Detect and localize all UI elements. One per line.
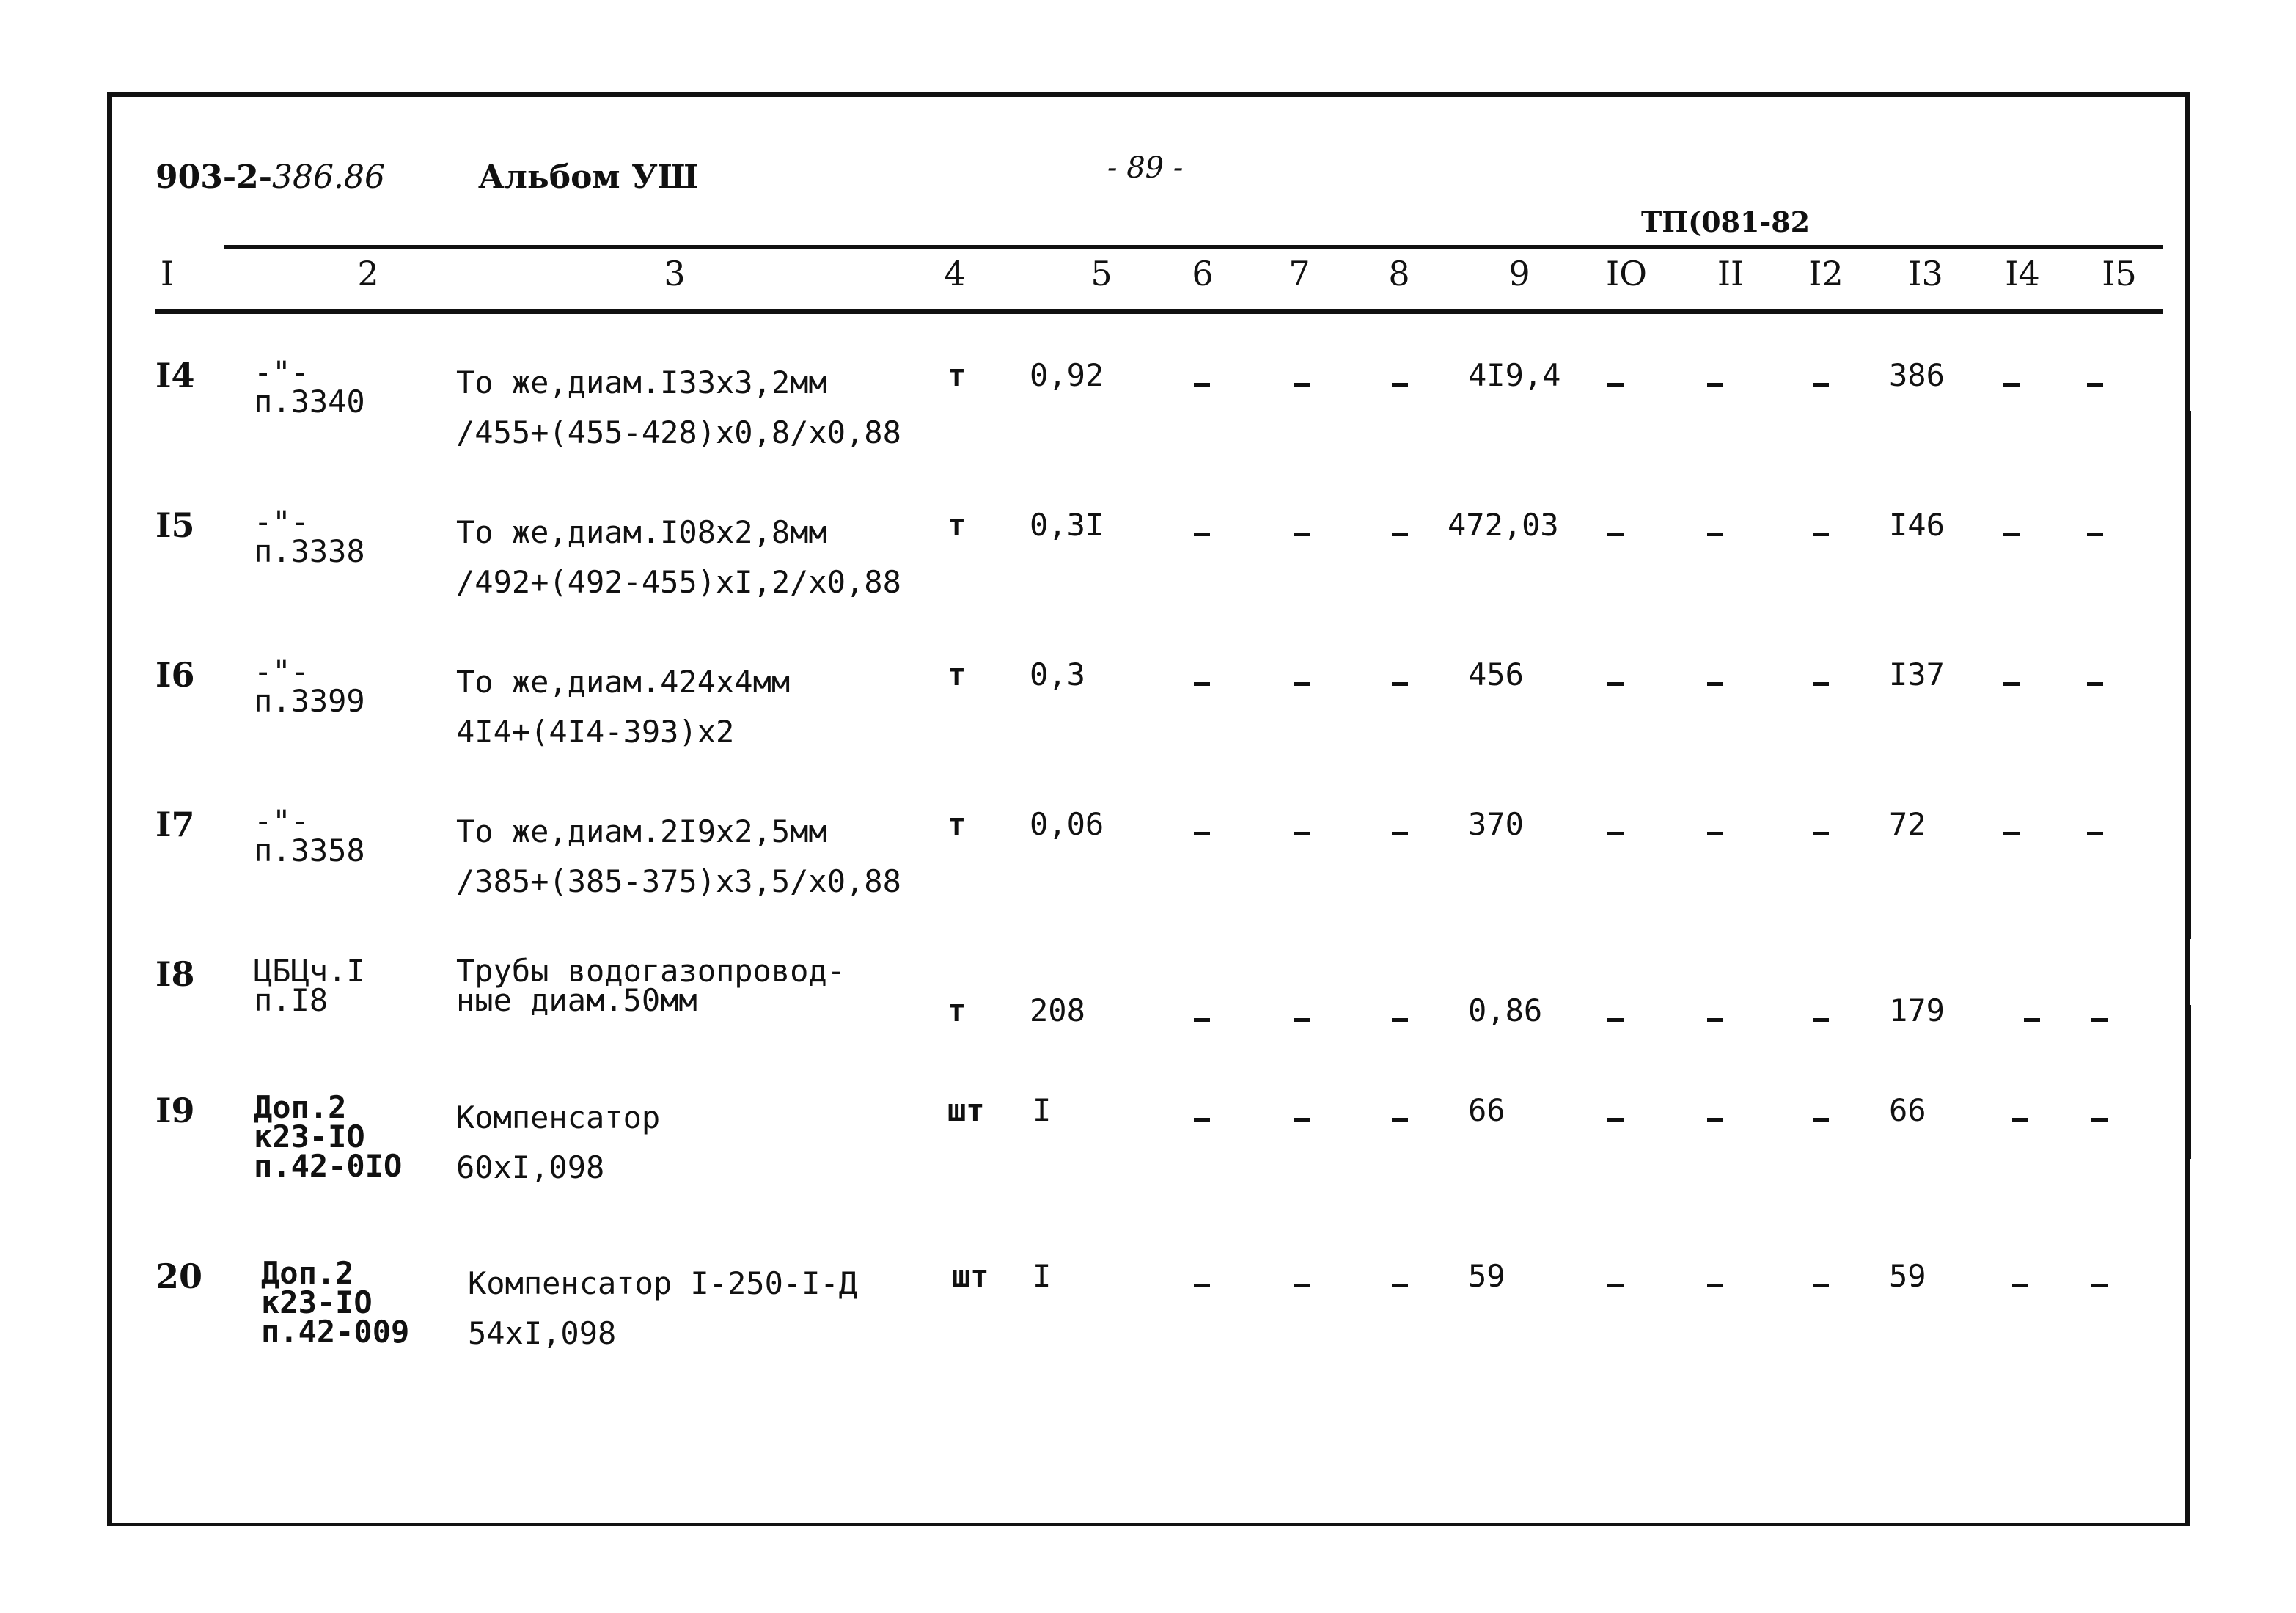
dash: [2024, 1018, 2040, 1022]
dash: [1707, 682, 1723, 686]
row-description: Компенсатор 60хI,098: [456, 1100, 661, 1185]
dash: [1607, 682, 1624, 686]
dash: [1194, 383, 1210, 387]
dash: [1813, 1118, 1829, 1122]
row-unit: т: [947, 992, 967, 1028]
header-rule-bottom: [155, 309, 2163, 314]
document-code-handwritten: 386.86: [271, 158, 385, 196]
dash: [1813, 1284, 1829, 1287]
row-reference: -"- п.3338: [254, 504, 365, 569]
row-value-9: 66: [1468, 1092, 1505, 1128]
row-number: I9: [155, 1091, 195, 1130]
dash: [1707, 1118, 1723, 1122]
dash: [1294, 1284, 1310, 1287]
row-number: I5: [155, 505, 195, 545]
dash: [2012, 1284, 2028, 1287]
row-unit: т: [947, 656, 967, 692]
dash: [1607, 383, 1624, 387]
row-reference: -"- п.3340: [254, 354, 365, 420]
column-number-row: [0, 254, 2296, 305]
row-unit: т: [947, 806, 967, 842]
dash: [1607, 832, 1624, 835]
row-value-13: 72: [1889, 806, 1926, 842]
row-quantity: 0,3I: [1030, 507, 1104, 543]
dash: [1607, 533, 1624, 536]
dash: [1194, 832, 1210, 835]
row-number: I6: [155, 655, 195, 695]
dash: [1607, 1118, 1624, 1122]
album-label: Альбом УШ: [478, 158, 699, 196]
row-unit: шт: [947, 1092, 985, 1128]
dash: [1194, 1118, 1210, 1122]
dash: [1707, 1284, 1723, 1287]
row-reference: -"- п.3399: [254, 654, 365, 719]
column-number: 6: [1192, 254, 1214, 293]
row-unit: шт: [952, 1258, 989, 1294]
dash: [2087, 832, 2103, 835]
row-reference: -"- п.3358: [254, 803, 365, 868]
dash: [1813, 1018, 1829, 1022]
dash: [1707, 832, 1723, 835]
dash: [2091, 1018, 2108, 1022]
row-value-13: 59: [1889, 1258, 1926, 1294]
column-number: 3: [664, 254, 686, 293]
column-number: 4: [944, 254, 966, 293]
row-number: I8: [155, 954, 195, 994]
dash: [2091, 1284, 2108, 1287]
row-value-9: 370: [1468, 806, 1524, 842]
column-number: 9: [1508, 254, 1530, 293]
row-value-13: 66: [1889, 1092, 1926, 1128]
column-number: 2: [357, 254, 379, 293]
dash: [2003, 383, 2020, 387]
dash: [1392, 1118, 1408, 1122]
scan-mark: [2187, 411, 2191, 939]
dash: [2091, 1118, 2108, 1122]
dash: [1294, 682, 1310, 686]
row-description: То же,диам.2I9х2,5мм /385+(385-375)х3,5/х0,88: [456, 813, 901, 899]
column-number: I3: [1908, 254, 1943, 293]
dash: [1813, 533, 1829, 536]
row-number: I7: [155, 805, 195, 844]
dash: [2087, 383, 2103, 387]
row-quantity: 208: [1030, 992, 1085, 1028]
row-quantity: 0,06: [1030, 806, 1104, 842]
column-number: I5: [2102, 254, 2137, 293]
page-number: - 89 -: [1107, 151, 1184, 185]
row-reference: Доп.2 к23-IO п.42-0IO: [254, 1089, 403, 1184]
dash: [1813, 682, 1829, 686]
document-code-prefix: 903-2-: [155, 158, 272, 196]
column-number: 8: [1388, 254, 1410, 293]
dash: [2087, 533, 2103, 536]
row-value-9: 472,03: [1448, 507, 1559, 543]
dash: [1392, 383, 1408, 387]
dash: [1707, 1018, 1723, 1022]
row-value-9: 0,86: [1468, 992, 1543, 1028]
dash: [2003, 533, 2020, 536]
row-unit: т: [947, 507, 967, 543]
dash: [1294, 1118, 1310, 1122]
row-description: То же,диам.424х4мм 4I4+(4I4-393)х2: [456, 664, 791, 750]
row-quantity: 0,92: [1030, 357, 1104, 393]
dash: [1607, 1284, 1624, 1287]
dash: [1294, 1018, 1310, 1022]
dash: [2012, 1118, 2028, 1122]
row-value-9: 59: [1468, 1258, 1505, 1294]
dash: [1813, 832, 1829, 835]
dash: [1392, 832, 1408, 835]
dash: [1392, 533, 1408, 536]
dash: [1294, 383, 1310, 387]
scan-mark: [2187, 1005, 2191, 1159]
column-number: I2: [1808, 254, 1844, 293]
header-rule-top: [224, 245, 2163, 249]
dash: [1294, 533, 1310, 536]
row-reference: Доп.2 к23-IO п.42-009: [261, 1255, 410, 1350]
row-value-9: 4I9,4: [1468, 357, 1561, 393]
row-description: Трубы водогазопровод- ные диам.50мм: [456, 953, 846, 1018]
column-number: I: [160, 254, 175, 293]
row-description: Компенсатор I-250-I-Д 54хI,098: [468, 1265, 858, 1351]
dash: [1194, 1018, 1210, 1022]
dash: [1707, 533, 1723, 536]
column-number: II: [1717, 254, 1745, 293]
dash: [2003, 832, 2020, 835]
row-unit: т: [947, 357, 967, 393]
dash: [1194, 1284, 1210, 1287]
dash: [1194, 533, 1210, 536]
document-code: [155, 158, 385, 196]
row-description: То же,диам.I33х3,2мм /455+(455-428)х0,8/х0,88: [456, 365, 901, 450]
dash: [2087, 682, 2103, 686]
row-reference: ЦБЦч.I п.I8: [254, 953, 365, 1018]
dash: [1392, 682, 1408, 686]
column-number: IO: [1606, 254, 1647, 293]
row-value-9: 456: [1468, 656, 1524, 692]
row-quantity: I: [1033, 1258, 1052, 1294]
dash: [1607, 1018, 1624, 1022]
row-number: 20: [155, 1257, 203, 1296]
row-quantity: 0,3: [1030, 656, 1085, 692]
row-value-13: 179: [1889, 992, 1945, 1028]
dash: [2003, 682, 2020, 686]
column-number: 5: [1090, 254, 1112, 293]
row-value-13: I46: [1889, 507, 1945, 543]
table-reference: ТП(081-82: [1641, 205, 1811, 238]
dash: [1813, 383, 1829, 387]
dash: [1392, 1284, 1408, 1287]
dash: [1392, 1018, 1408, 1022]
row-value-13: 386: [1889, 357, 1945, 393]
row-number: I4: [155, 356, 195, 395]
dash: [1294, 832, 1310, 835]
column-number: 7: [1288, 254, 1310, 293]
row-quantity: I: [1033, 1092, 1052, 1128]
column-number: I4: [2005, 254, 2040, 293]
page-frame: [107, 92, 2190, 1526]
row-value-13: I37: [1889, 656, 1945, 692]
dash: [1707, 383, 1723, 387]
row-description: То же,диам.I08х2,8мм /492+(492-455)хI,2/х0,88: [456, 514, 901, 600]
dash: [1194, 682, 1210, 686]
